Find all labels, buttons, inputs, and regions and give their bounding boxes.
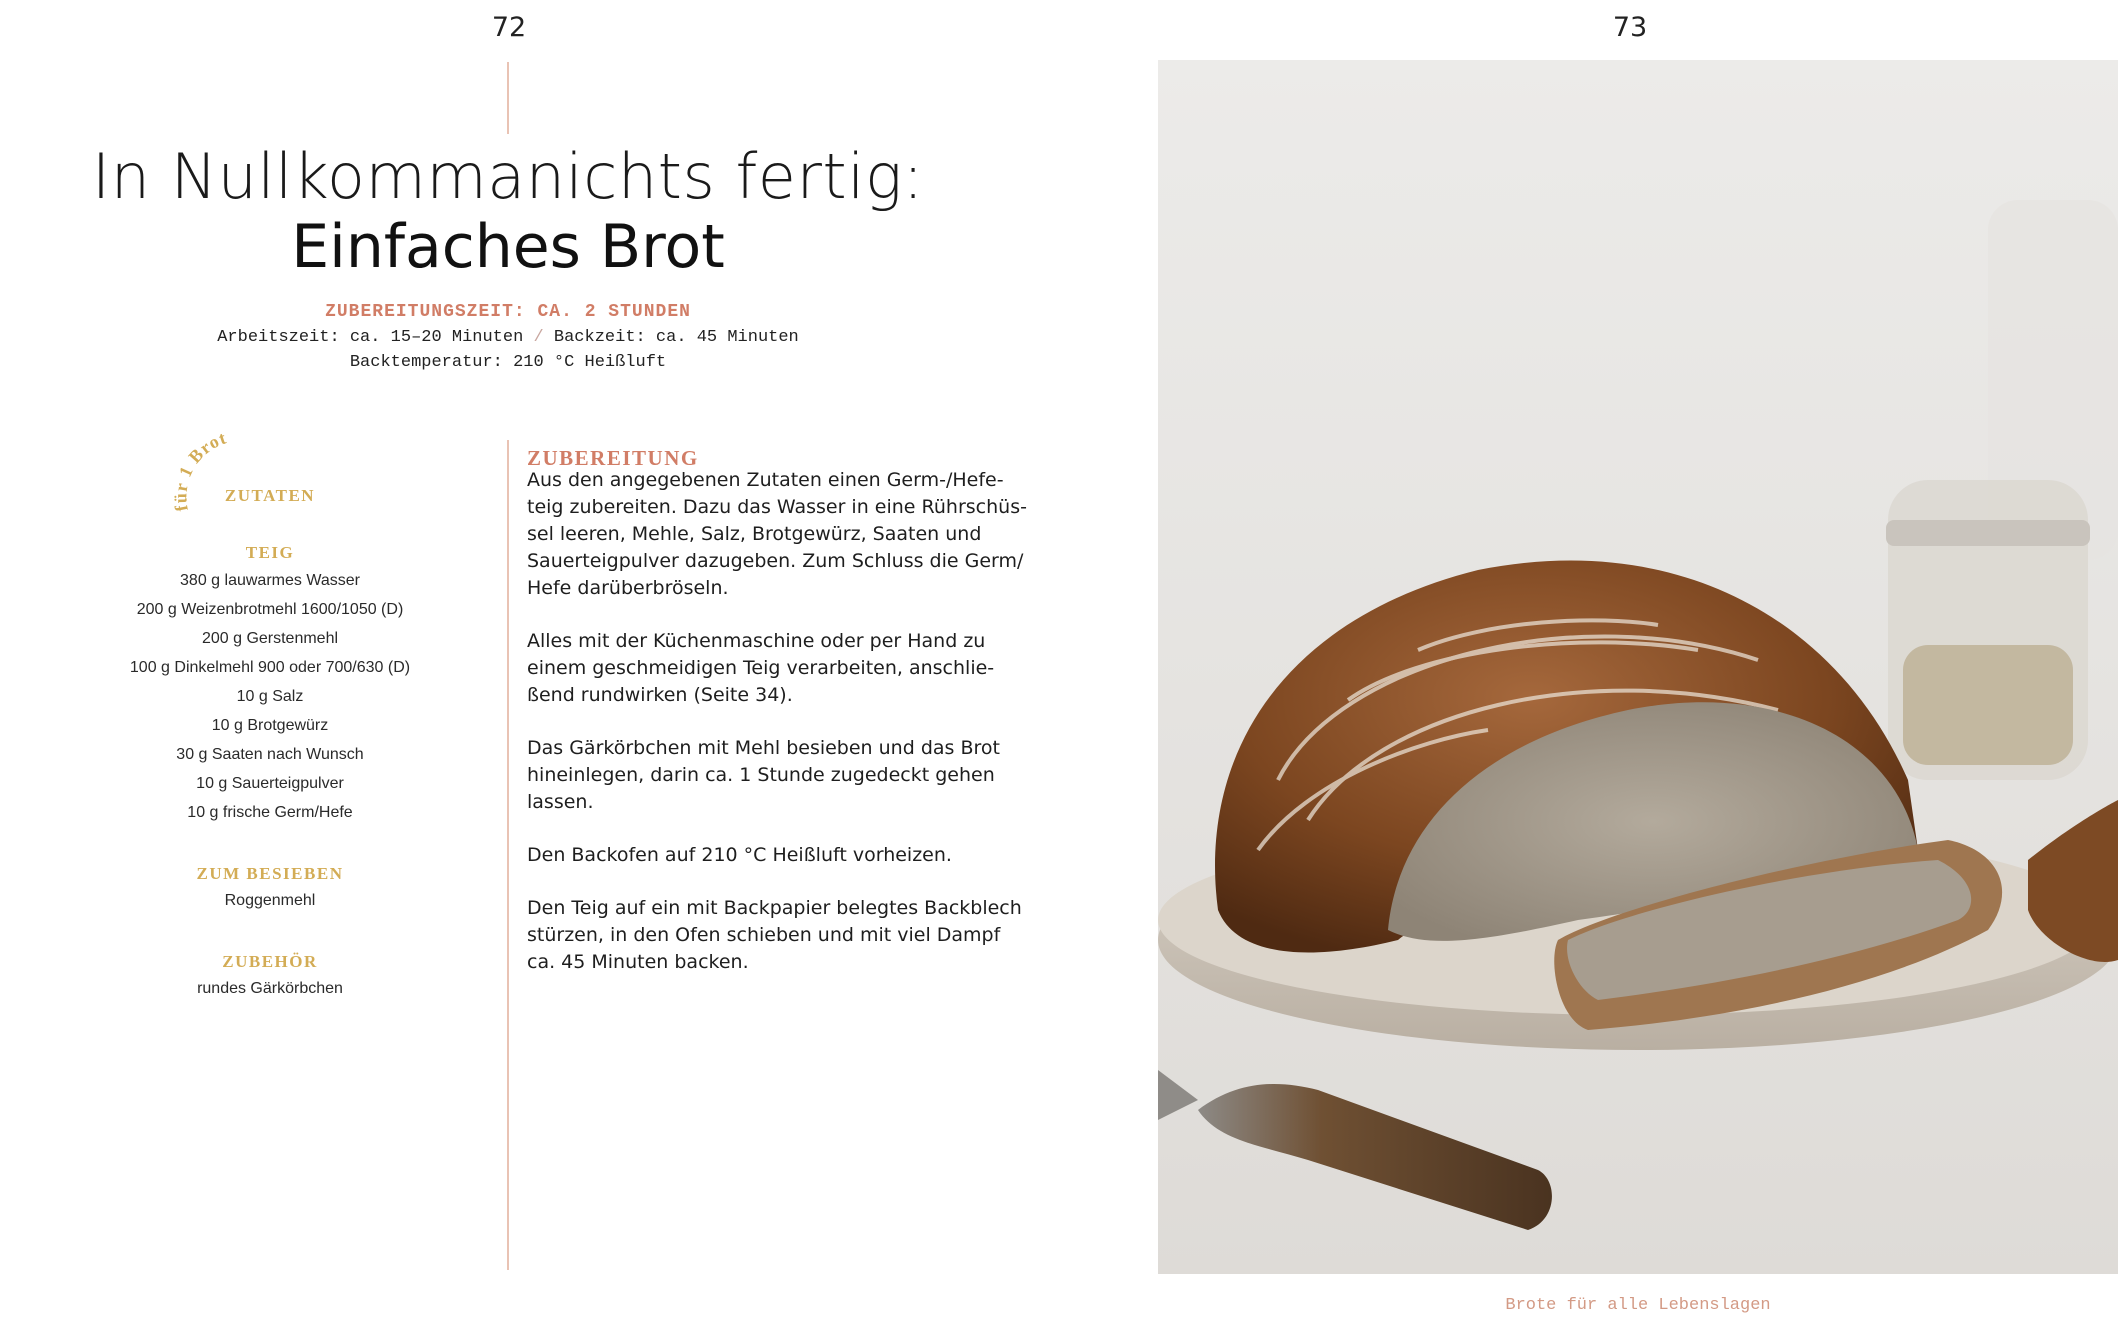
dough-heading: TEIG bbox=[245, 543, 295, 562]
ingredient-item: 200 g Weizenbrotmehl 1600/1050 (D) bbox=[136, 601, 404, 618]
preparation-line: teig zubereiten. Dazu das Wasser in eine Rührschüs- bbox=[527, 496, 1027, 518]
preparation-line: einem geschmeidigen Teig verarbeiten, anschlie- bbox=[527, 657, 995, 679]
ingredient-item: 10 g Brotgewürz bbox=[211, 717, 329, 734]
ingredient-item: 100 g Dinkelmehl 900 oder 700/630 (D) bbox=[129, 659, 411, 676]
preparation-line: stürzen, in den Ofen schieben und mit viel Dampf bbox=[527, 924, 1001, 946]
preparation-line: ßend rundwirken (Seite 34). bbox=[527, 684, 793, 706]
title-divider-line bbox=[507, 62, 509, 134]
preparation-step bbox=[527, 735, 1007, 816]
equipment-heading: ZUBEHÖR bbox=[222, 952, 318, 971]
ingredient-item: 380 g lauwarmes Wasser bbox=[180, 572, 360, 589]
ingredient-item: 10 g Sauerteigpulver bbox=[196, 775, 344, 792]
yield-text: für 1 Brot bbox=[170, 427, 230, 513]
prep-time: ZUBEREITUNGSZEIT: CA. 2 STUNDEN bbox=[325, 302, 691, 322]
ingredient-item: rundes Gärkörbchen bbox=[197, 980, 343, 997]
preparation-step bbox=[527, 467, 1027, 602]
title-line-1: In Nullkommanichts fertig: bbox=[91, 140, 925, 213]
ingredients-heading: ZUTATEN bbox=[224, 486, 316, 505]
work-bake-time bbox=[0, 328, 1016, 347]
preparation-line: Hefe darüberbröseln. bbox=[527, 577, 729, 599]
preparation-line: Alles mit der Küchenmaschine oder per Hand zu bbox=[527, 630, 986, 652]
preparation-step bbox=[527, 895, 1022, 976]
preparation-line: ca. 45 Minuten backen. bbox=[527, 951, 749, 973]
preparation-line: sel leeren, Mehle, Salz, Brotgewürz, Saaten und bbox=[527, 523, 982, 545]
bread-photo bbox=[1158, 60, 2118, 1274]
ingredient-item: Roggenmehl bbox=[224, 892, 316, 909]
preparation-line: hineinlegen, darin ca. 1 Stunde zugedeckt gehen bbox=[527, 764, 995, 786]
page-number-left: 72 bbox=[491, 12, 527, 43]
footer-section-title: Brote für alle Lebenslagen bbox=[1505, 1296, 1771, 1315]
page-number-right: 73 bbox=[1612, 12, 1648, 43]
preparation-line: Den Backofen auf 210 °C Heißluft vorheizen. bbox=[527, 844, 952, 866]
separator: / bbox=[533, 328, 544, 347]
title-line-2: Einfaches Brot bbox=[291, 212, 725, 282]
preparation-line: Aus den angegebenen Zutaten einen Germ-/Hefe- bbox=[527, 469, 1004, 491]
preparation-line: Den Teig auf ein mit Backpapier belegtes Backblech bbox=[527, 897, 1022, 919]
preparation-heading: ZUBEREITUNG bbox=[527, 446, 699, 470]
column-divider-line bbox=[507, 440, 509, 1270]
preparation-line: lassen. bbox=[527, 791, 594, 813]
ingredient-item: 10 g Salz bbox=[236, 688, 304, 705]
work-time: Arbeitszeit: ca. 15–20 Minuten bbox=[217, 328, 524, 347]
bake-time: Backzeit: ca. 45 Minuten bbox=[553, 328, 799, 347]
preparation-line: Das Gärkörbchen mit Mehl besieben und das Brot bbox=[527, 737, 1000, 759]
bake-temperature: Backtemperatur: 210 °C Heißluft bbox=[349, 353, 667, 372]
ingredient-item: 10 g frische Germ/Hefe bbox=[187, 804, 353, 821]
preparation-step bbox=[527, 842, 1007, 869]
dusting-heading: ZUM BESIEBEN bbox=[196, 864, 344, 883]
ingredient-item: 30 g Saaten nach Wunsch bbox=[176, 746, 364, 763]
preparation-line: Sauerteigpulver dazugeben. Zum Schluss die Germ/ bbox=[527, 550, 1024, 572]
ingredient-item: 200 g Gerstenmehl bbox=[201, 630, 339, 647]
preparation-step bbox=[527, 628, 1007, 709]
